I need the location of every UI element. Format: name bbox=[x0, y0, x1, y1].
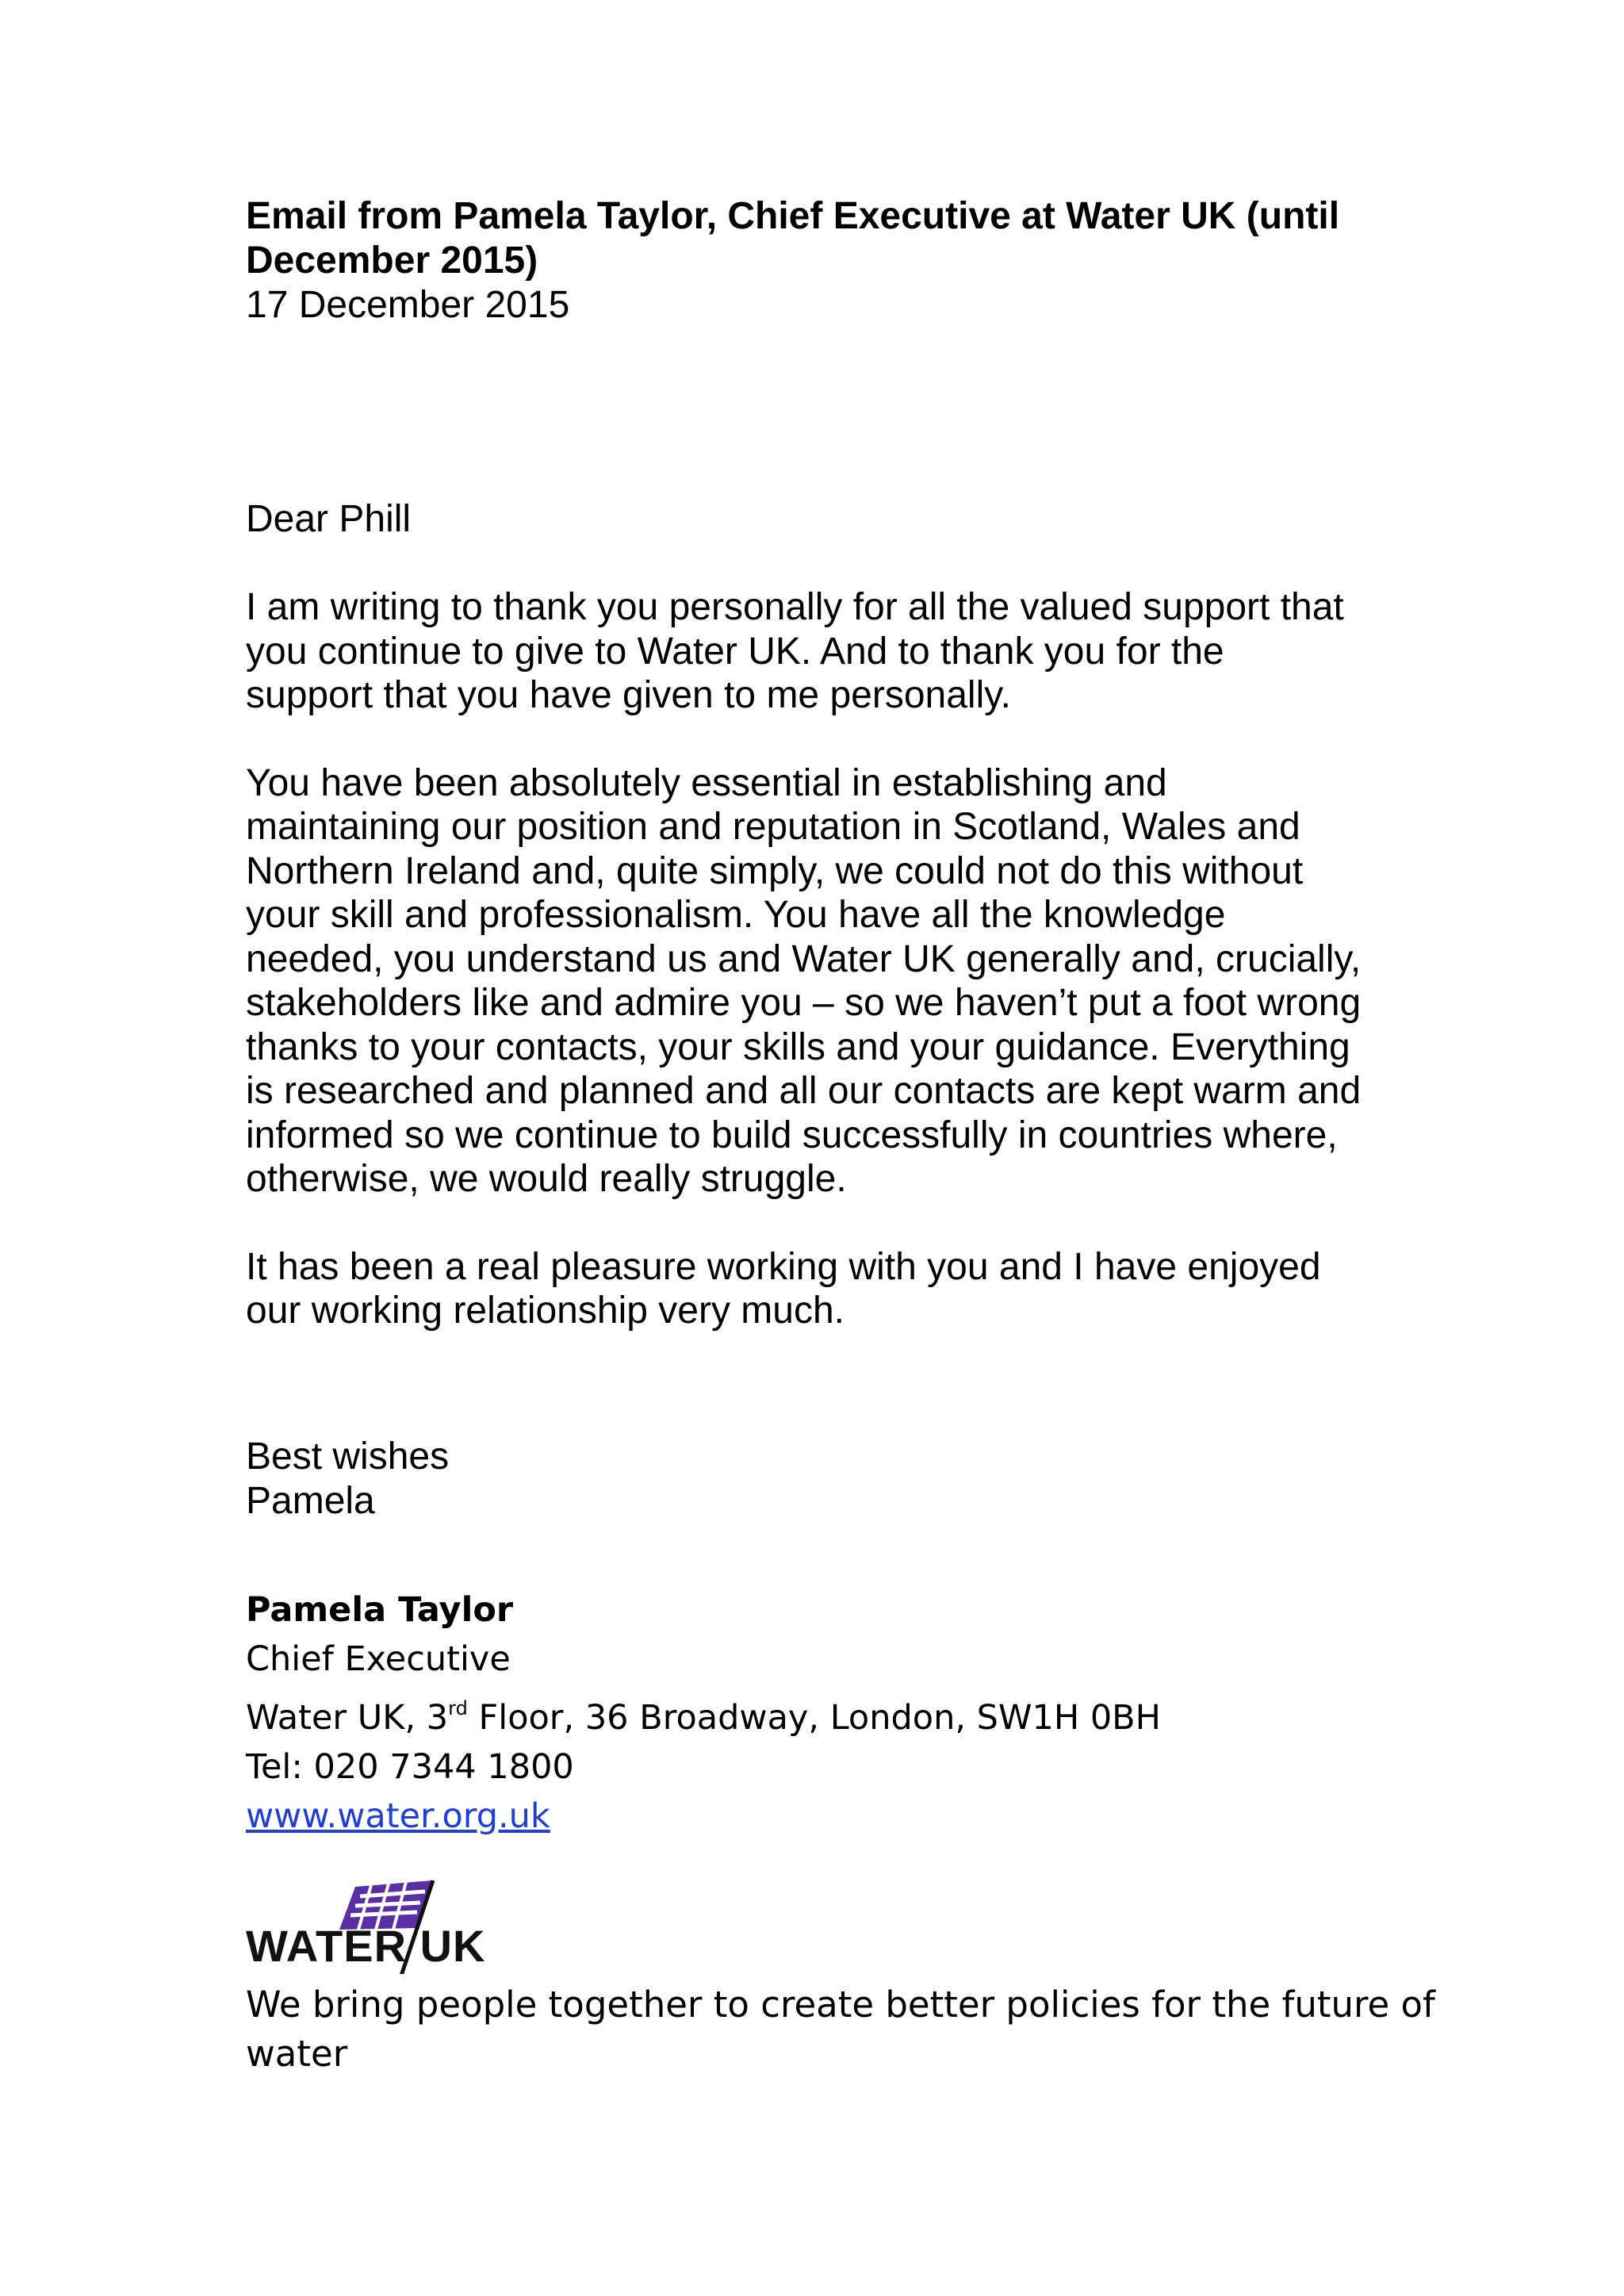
signature-title: Chief Executive bbox=[246, 1639, 511, 1679]
water-uk-logo bbox=[246, 1879, 492, 1974]
closing-line-2: Pamela bbox=[246, 1479, 375, 1522]
website-link[interactable]: www.water.org.uk bbox=[246, 1796, 550, 1836]
heading-line-2: December 2015) bbox=[246, 240, 538, 282]
signature-address bbox=[246, 1684, 1435, 1742]
signature-name: Pamela Taylor bbox=[246, 1589, 514, 1630]
paragraph-3: It has been a real pleasure working with you and I have enjoyed our working relationship very much. bbox=[246, 1245, 1321, 1332]
address-superscript: rd bbox=[448, 1696, 468, 1719]
letter-page bbox=[246, 194, 1435, 2079]
logo-wordmark: WATER UK bbox=[246, 1920, 486, 1971]
salutation: Dear Phill bbox=[246, 498, 412, 540]
letter-heading bbox=[246, 194, 1435, 283]
address-suffix: Floor, 36 Broadway, London, SW1H 0BH bbox=[467, 1697, 1162, 1738]
closing-line-1: Best wishes bbox=[246, 1435, 450, 1478]
address-prefix: Water UK, 3 bbox=[246, 1697, 449, 1738]
letter-date: 17 December 2015 bbox=[246, 284, 570, 326]
signature-block bbox=[246, 1585, 1435, 1841]
paragraph-2: You have been absolutely essential in establishing and maintaining our position and reputation in Scotland, Wales and Northern Ireland and, quite simply, we could not do this without your skill and professionalism. You have all the knowledge needed, you understand us and Water UK generally and, crucially, stakeholders like and admire you – so we haven’t put a foot wrong thanks to your contacts, your skills and your guidance. Everything is researched and planned and all our contacts are kept warm and informed so we continue to build successfully in countries where, otherwise, we would really struggle. bbox=[246, 761, 1362, 1200]
paragraph-1: I am writing to thank you personally for all the valued support that you continue to give to Water UK. And to thank you for the support that you have given to me personally. bbox=[246, 586, 1344, 716]
heading-line-1: Email from Pamela Taylor, Chief Executive at Water UK (until bbox=[246, 195, 1340, 237]
closing bbox=[246, 1435, 1435, 1524]
tagline: We bring people together to create better policies for the future of water bbox=[246, 1983, 1435, 2075]
signature-tel: Tel: 020 7344 1800 bbox=[246, 1746, 574, 1787]
